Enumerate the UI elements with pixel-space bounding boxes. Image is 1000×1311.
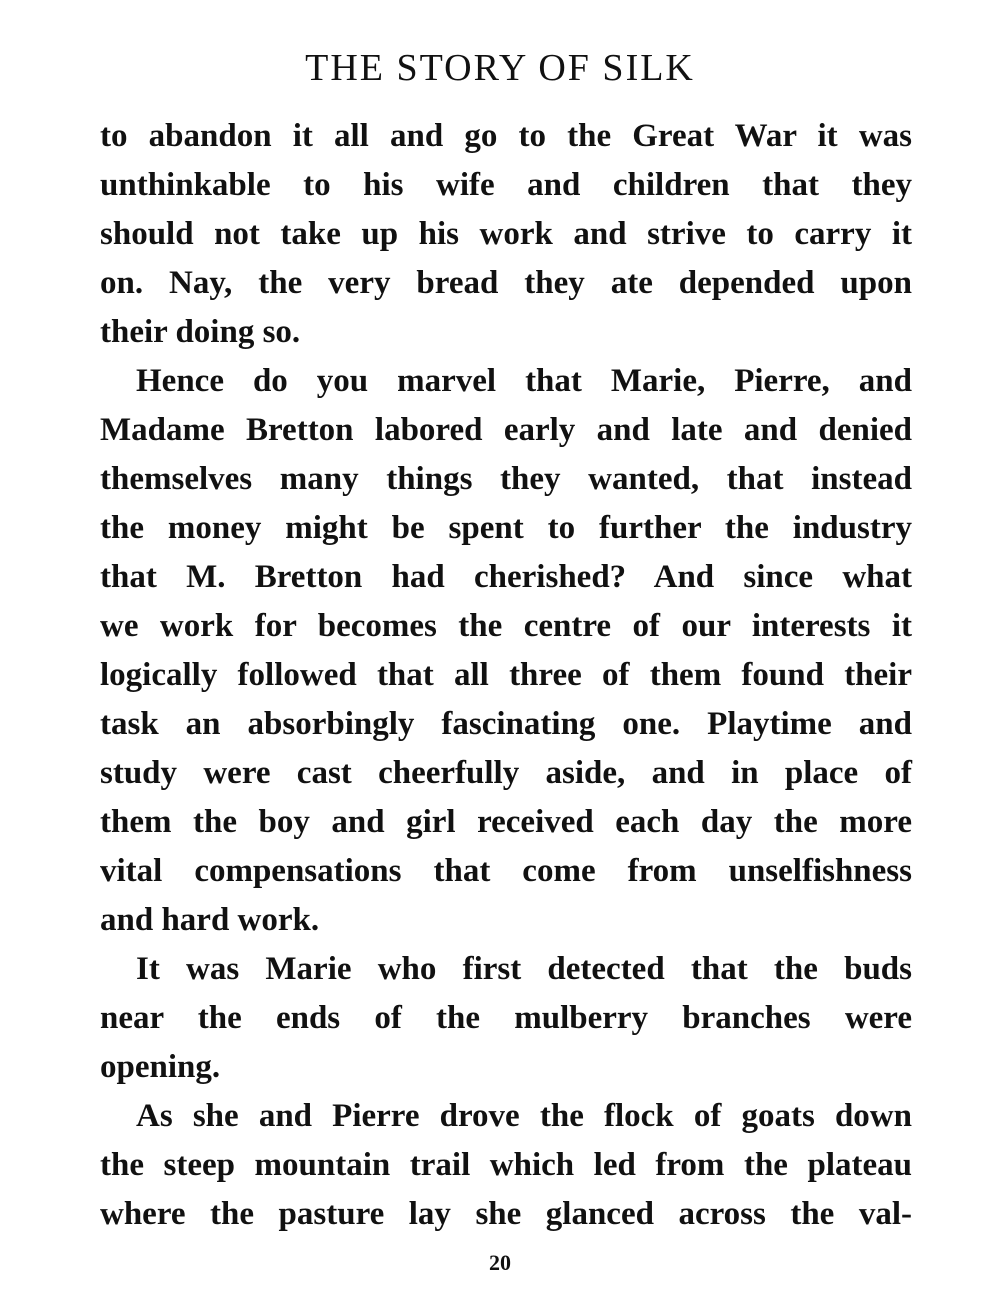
- text-line: near the ends of the mulberry branches were: [100, 1000, 912, 1036]
- body-text: [100, 112, 912, 1239]
- text-line: unthinkable to his wife and children that they: [100, 167, 912, 203]
- text-line: where the pasture lay she glanced across the val-: [100, 1196, 912, 1232]
- text-line: Hence do you marvel that Marie, Pierre, and: [136, 363, 912, 399]
- text-line: Madame Bretton labored early and late and denied: [100, 412, 912, 448]
- text-line: vital compensations that come from unselfishness: [100, 853, 912, 889]
- text-line: and hard work.: [100, 902, 320, 938]
- text-line: on. Nay, the very bread they ate depended upon: [100, 265, 912, 301]
- text-line: task an absorbingly fascinating one. Playtime and: [100, 706, 912, 742]
- paragraph: [100, 1092, 912, 1239]
- text-line: their doing so.: [100, 314, 301, 350]
- text-line: the money might be spent to further the industry: [100, 510, 912, 546]
- paragraph: [100, 112, 912, 357]
- running-head: THE STORY OF SILK: [305, 47, 695, 89]
- text-line: opening.: [100, 1049, 221, 1085]
- text-line: to abandon it all and go to the Great War it was: [100, 118, 912, 154]
- text-line: we work for becomes the centre of our interests it: [100, 608, 912, 644]
- text-line: It was Marie who first detected that the buds: [136, 951, 912, 987]
- text-line: As she and Pierre drove the flock of goats down: [136, 1098, 912, 1134]
- text-line: logically followed that all three of them found their: [100, 657, 912, 693]
- paragraph: [100, 357, 912, 945]
- paragraph: [100, 945, 912, 1092]
- text-line: study were cast cheerfully aside, and in place of: [100, 755, 912, 791]
- text-line: that M. Bretton had cherished? And since what: [100, 559, 912, 595]
- text-line: should not take up his work and strive to carry it: [100, 216, 912, 252]
- text-line: the steep mountain trail which led from the plateau: [100, 1147, 912, 1183]
- text-line: them the boy and girl received each day the more: [100, 804, 912, 840]
- page-number: 20: [489, 1250, 511, 1275]
- text-line: themselves many things they wanted, that instead: [100, 461, 912, 497]
